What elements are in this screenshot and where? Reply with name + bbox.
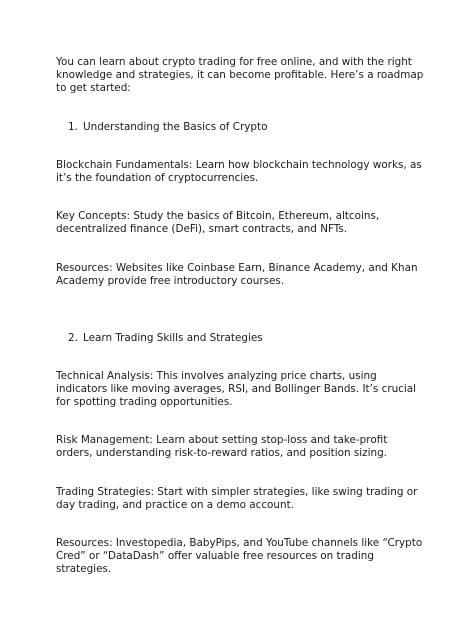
- section-title-2: Learn Trading Skills and Strategies: [83, 332, 263, 344]
- resources-paragraph-1: Resources: Websites like Coinbase Earn, Binance Academy, and Khan Academy provide free introductory courses.: [56, 262, 418, 287]
- risk-management-paragraph: Risk Management: Learn about setting stop-loss and take-profit orders, understanding risk-to-reward ratios, and position sizing.: [56, 434, 388, 459]
- section-number-1: 1.: [68, 121, 78, 133]
- key-concepts-paragraph: Key Concepts: Study the basics of Bitcoin, Ethereum, altcoins, decentralized finance (DeFi), smart contracts, and NFTs.: [56, 210, 380, 235]
- resources-paragraph-2: Resources: Investopedia, BabyPips, and YouTube channels like “Crypto Cred” or “DataDash” offer valuable free resources on trading strategies.: [56, 537, 423, 575]
- section-heading-1: [68, 121, 267, 134]
- section-title-1: Understanding the Basics of Crypto: [83, 121, 268, 133]
- section-number-2: 2.: [68, 332, 78, 344]
- trading-strategies-paragraph: Trading Strategies: Start with simpler strategies, like swing trading or day trading, and practice on a demo account.: [56, 486, 418, 511]
- blockchain-fundamentals-paragraph: Blockchain Fundamentals: Learn how blockchain technology works, as it’s the foundation of cryptocurrencies.: [56, 159, 422, 184]
- section-heading-2: [68, 332, 263, 345]
- intro-paragraph: You can learn about crypto trading for free online, and with the right knowledge and strategies, it can become profitable. Here’s a roadmap to get started:: [56, 56, 424, 94]
- technical-analysis-paragraph: Technical Analysis: This involves analyzing price charts, using indicators like moving averages, RSI, and Bollinger Bands. It’s crucial for spotting trading opportunities.: [56, 370, 417, 408]
